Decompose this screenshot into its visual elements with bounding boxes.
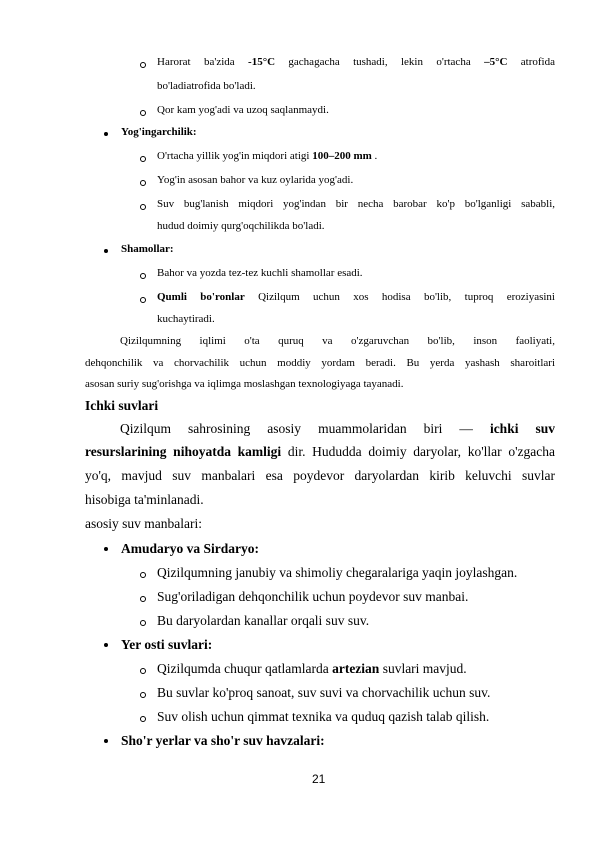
circle-bullet-icon — [140, 273, 146, 279]
circle-bullet-icon — [140, 692, 146, 698]
disc-bullet-icon — [104, 739, 108, 743]
list-item: Suv olish uchun qimmat texnika va quduq qazish talab qilish. — [157, 709, 490, 724]
list-item: Qor kam yog'adi va uzoq saqlanmaydi. — [157, 104, 329, 116]
section-heading: Yer osti suvlari: — [121, 637, 213, 652]
list-item: Qumli bo'ronlar Qizilqum uchun xos hodisa bo'lib, tuproq eroziyasini — [157, 291, 555, 303]
list-item: Bu suvlar ko'proq sanoat, suv suvi va chorvachilik uchun suv. — [157, 685, 491, 700]
section-title: Ichki suvlari — [85, 398, 159, 413]
circle-bullet-icon — [140, 297, 146, 303]
paragraph-line: hisobiga ta'minlanadi. — [85, 492, 204, 507]
circle-bullet-icon — [140, 204, 146, 210]
page-number: 21 — [312, 772, 326, 786]
paragraph-line: asosan suriy sug'orishga va iqlimga moslashgan texnologiyaga tayanadi. — [85, 378, 404, 390]
paragraph-line: yo'q, mavjud suv manbalari esa poydevor daryolardan kirib keluvchi suvlar — [85, 468, 555, 483]
list-item: Qizilqumda chuqur qatlamlarda artezian suvlari mavjud. — [157, 661, 467, 676]
circle-bullet-icon — [140, 620, 146, 626]
section-heading: Yog'ingarchilik: — [121, 126, 197, 138]
paragraph-line: resurslarining nihoyatda kamligi dir. Hududda doimiy daryolar, ko'llar o'zgacha — [85, 444, 555, 459]
section-heading: Amudaryo va Sirdaryo: — [121, 541, 259, 556]
list-item: Yog'in asosan bahor va kuz oylarida yog'adi. — [157, 174, 354, 186]
circle-bullet-icon — [140, 156, 146, 162]
paragraph-line: Qizilqum sahrosining asosiy muammolaridan biri — ichki suv — [120, 421, 555, 436]
circle-bullet-icon — [140, 596, 146, 602]
list-item-continuation: hudud doimiy qurg'oqchilikda bo'ladi. — [157, 220, 325, 232]
circle-bullet-icon — [140, 668, 146, 674]
circle-bullet-icon — [140, 110, 146, 116]
paragraph-line: dehqonchilik va chorvachilik uchun moddiy yordam beradi. Bu yerda yashash sharoitlari — [85, 357, 555, 369]
list-item-continuation: kuchaytiradi. — [157, 313, 215, 325]
section-heading: Sho'r yerlar va sho'r suv havzalari: — [121, 733, 325, 748]
disc-bullet-icon — [104, 132, 108, 136]
circle-bullet-icon — [140, 716, 146, 722]
list-item: Qizilqumning janubiy va shimoliy chegaralariga yaqin joylashgan. — [157, 565, 518, 580]
list-item: Bu daryolardan kanallar orqali suv suv. — [157, 613, 370, 628]
list-item-continuation: bo'ladiatrofida bo'ladi. — [157, 80, 256, 92]
list-item: Bahor va yozda tez-tez kuchli shamollar esadi. — [157, 267, 363, 279]
section-heading: Shamollar: — [121, 243, 174, 255]
disc-bullet-icon — [104, 643, 108, 647]
disc-bullet-icon — [104, 249, 108, 253]
circle-bullet-icon — [140, 62, 146, 68]
circle-bullet-icon — [140, 180, 146, 186]
sources-intro: asosiy suv manbalari: — [85, 516, 202, 531]
list-item: O'rtacha yillik yog'in miqdori atigi 100–200 mm . — [157, 150, 378, 162]
disc-bullet-icon — [104, 547, 108, 551]
list-item: Sug'oriladigan dehqonchilik uchun poydevor suv manbai. — [157, 589, 469, 604]
list-item: Harorat ba'zida -15°C gachagacha tushadi, lekin o'rtacha –5°C atrofida — [157, 56, 555, 68]
paragraph-line: Qizilqumning iqlimi o'ta quruq va o'zgaruvchan bo'lib, inson faoliyati, — [120, 335, 555, 347]
list-item: Suv bug'lanish miqdori yog'indan bir necha barobar ko'p bo'lganligi sababli, — [157, 198, 555, 210]
circle-bullet-icon — [140, 572, 146, 578]
